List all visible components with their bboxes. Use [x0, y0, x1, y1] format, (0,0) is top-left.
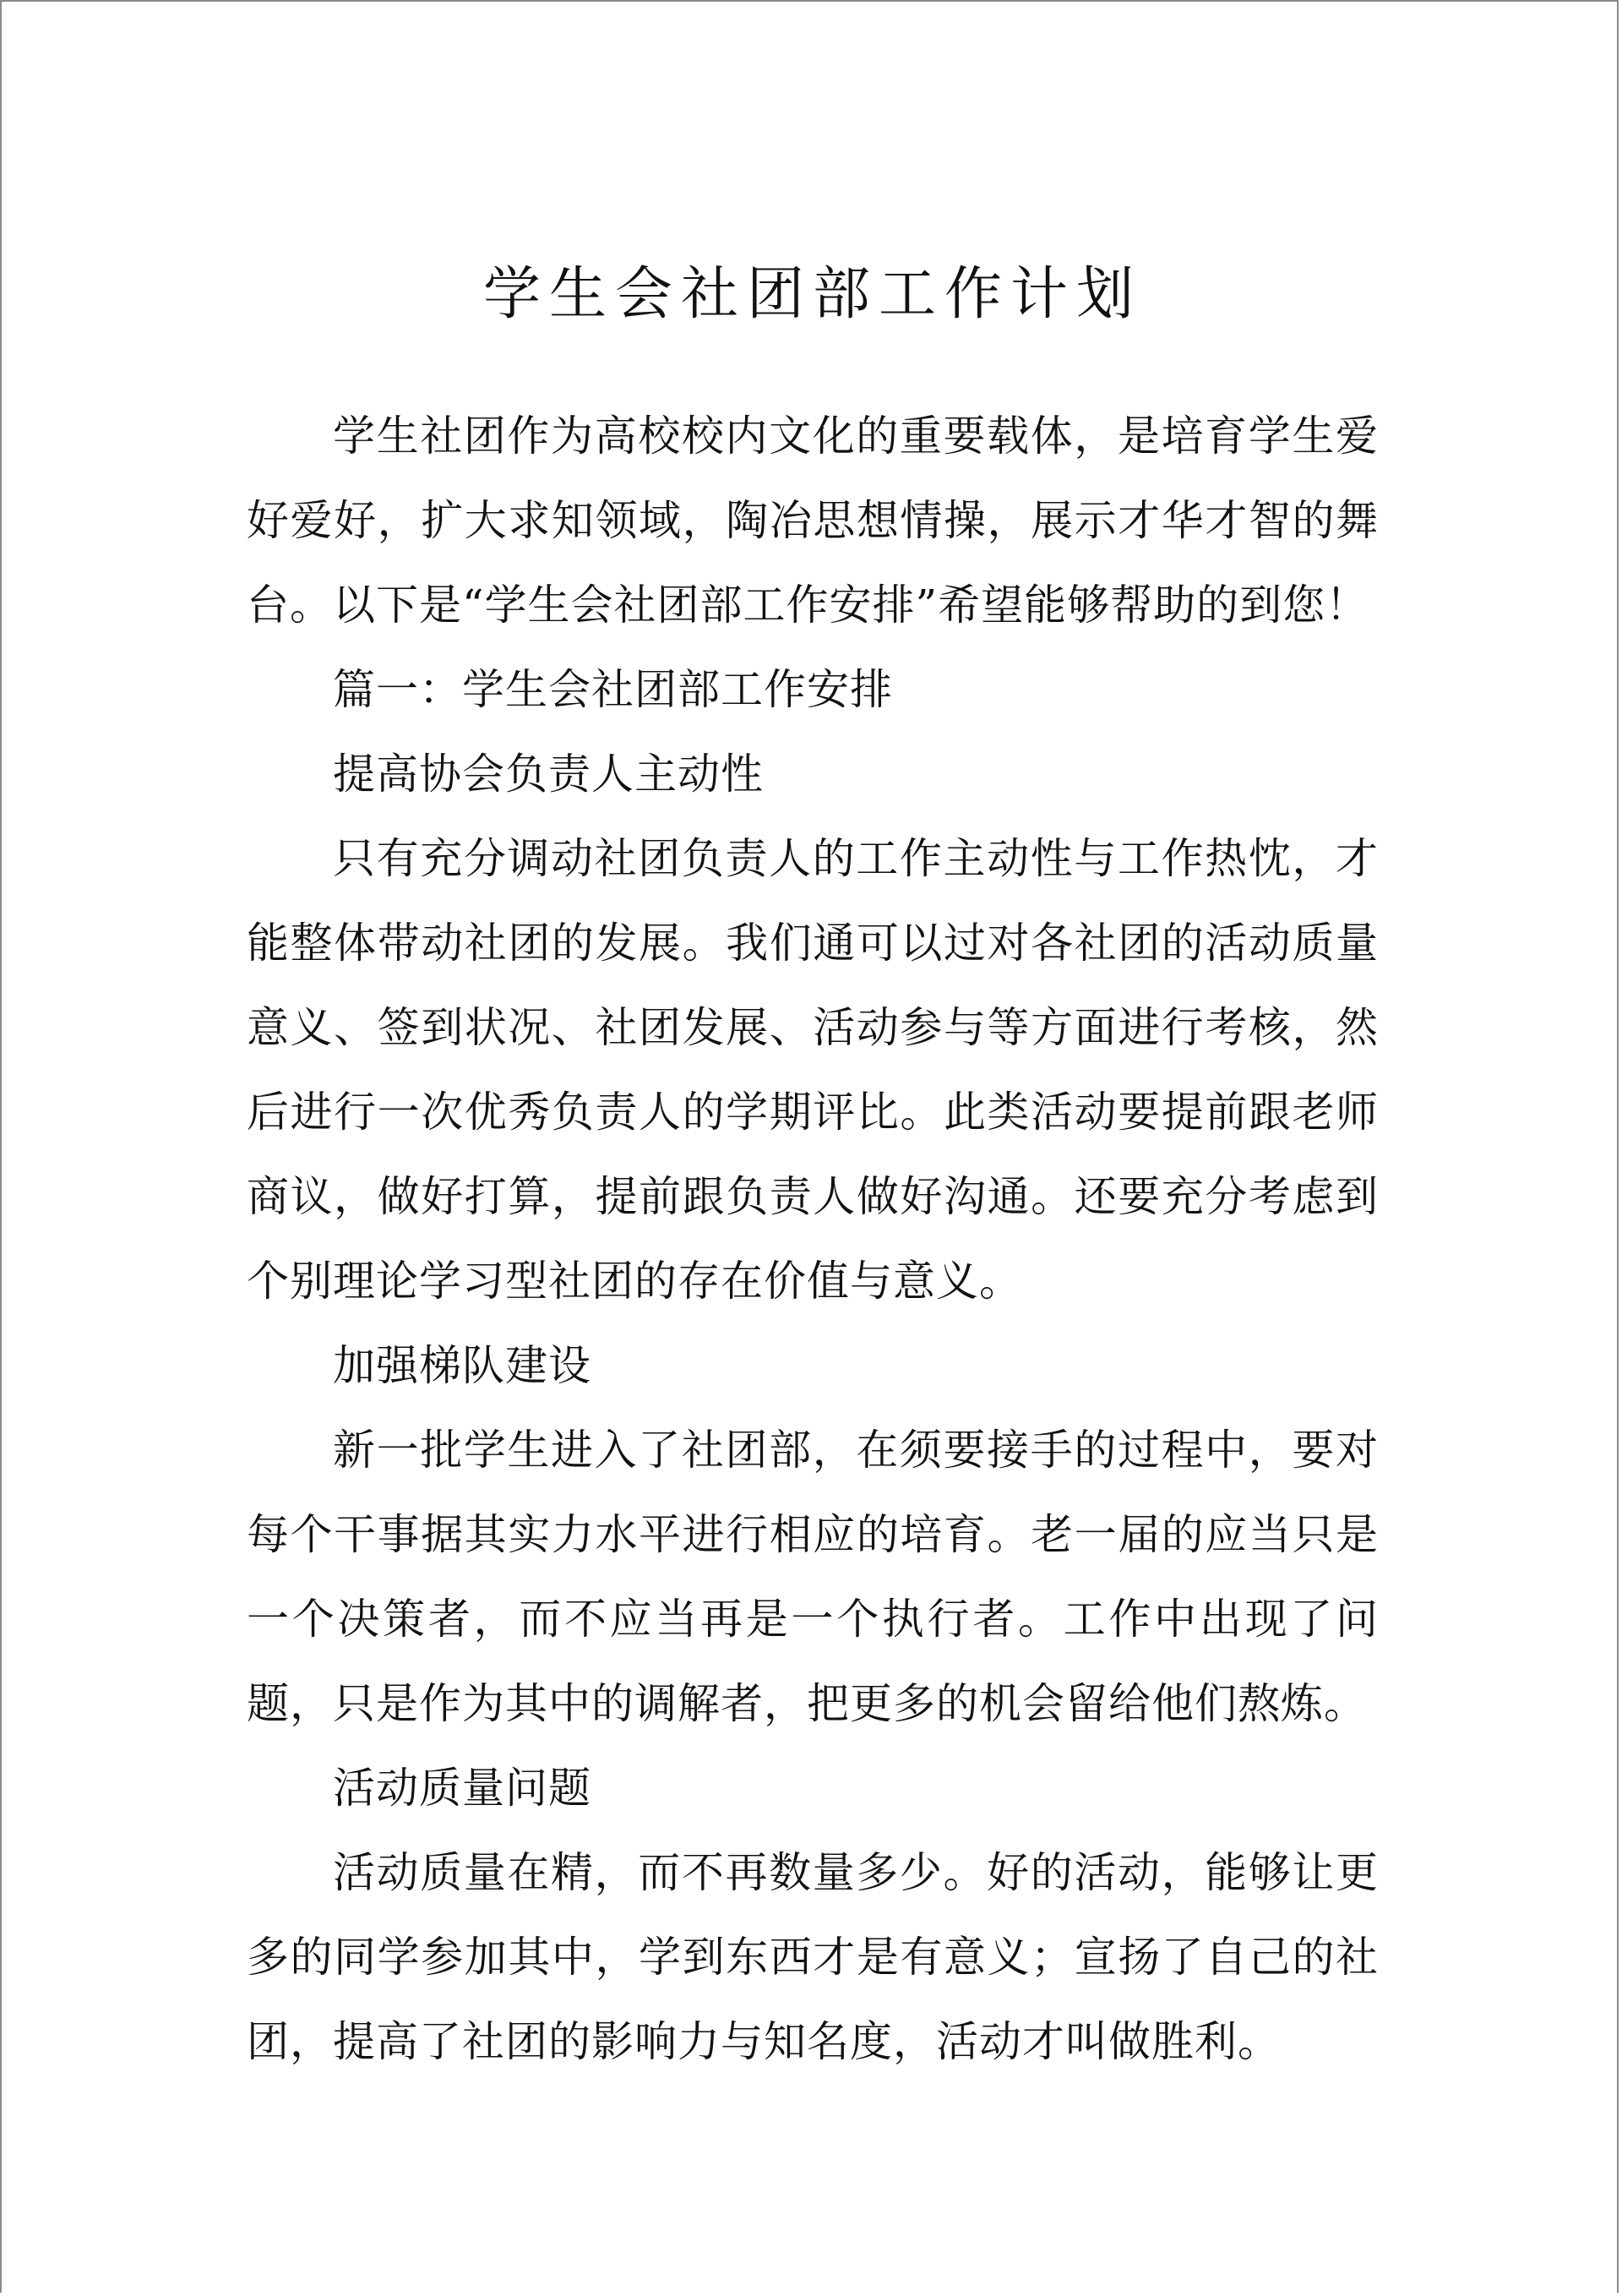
paragraph-echelon-building: 新一批学生进入了社团部，在须要接手的过程中，要对每个干事据其实力水平进行相应的培育。老一届的应当只是一个决策者，而不应当再是一个执行者。工作中出现了问题，只是作为其中的调解者，把更多的机会留给他们熬炼。: [247, 1426, 1379, 1728]
paragraph-leader-initiative: 只有充分调动社团负责人的工作主动性与工作热忱，才能整体带动社团的发展。我们通可以过对各社团的活动质量意义、签到状况、社团发展、活动参与等方面进行考核，然后进行一次优秀负责人的学期评比。此类活动要提前跟老师商议，做好打算，提前跟负责人做好沟通。还要充分考虑到个别理论学习型社团的存在价值与意义。: [247, 834, 1379, 1306]
section-heading-part-one: 篇一：学生会社团部工作安排: [333, 665, 893, 714]
intro-paragraph: 学生社团作为高校校内文化的重要载体，是培育学生爱好爱好，扩大求知领域，陶冶思想情操，展示才华才智的舞台。以下是“学生会社团部工作安排”希望能够帮助的到您！: [247, 412, 1379, 630]
subheading-activity-quality: 活动质量问题: [333, 1764, 591, 1813]
document-title: 学生会社团部工作计划: [482, 261, 1142, 328]
document-body: [247, 394, 1379, 2084]
subheading-leader-initiative: 提高协会负责人主动性: [333, 750, 764, 799]
paragraph-activity-quality: 活动质量在精，而不再数量多少。好的活动，能够让更多的同学参加其中，学到东西才是有意义；宣扬了自己的社团，提高了社团的影响力与知名度，活动才叫做胜利。: [247, 1848, 1379, 2066]
subheading-echelon-building: 加强梯队建设: [333, 1341, 591, 1390]
